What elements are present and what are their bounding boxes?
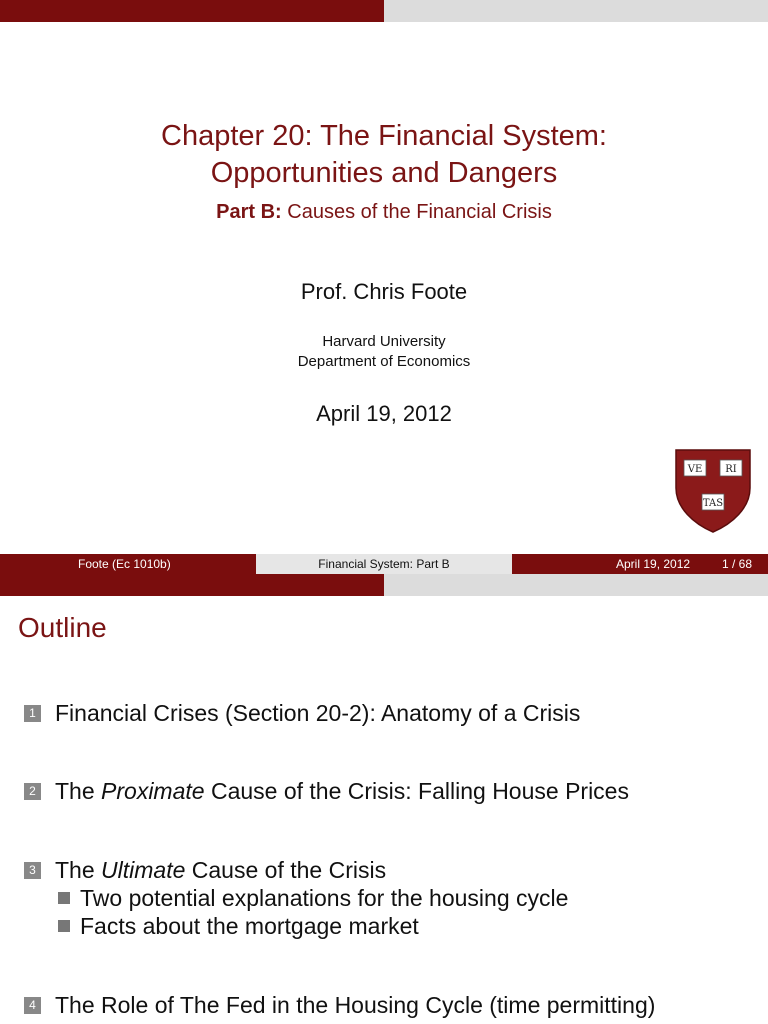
progress-bar [0,574,768,596]
outline-subitem-1 [58,885,568,912]
outline-text: The [55,857,102,883]
outline-text: The Role of The Fed in the Housing Cycle (time permitting) [55,992,656,1018]
footer-left [0,554,256,574]
outline-item-4 [24,992,655,1019]
frame-title: Outline [18,612,107,643]
subitem-text: Facts about the mortgage market [80,913,419,939]
outline-number: 4 [24,997,41,1014]
progress-bar [0,0,768,22]
outline-text: Cause of the Crisis [185,857,387,883]
subitem-text: Two potential explanations for the housing cycle [80,885,569,911]
progress-bar-fill [0,574,384,596]
date: April 19, 2012 [316,401,452,426]
outline-text-emphasis: Proximate [101,778,205,804]
harvard-shield-logo [668,446,758,536]
part-label: Part B: [216,201,282,223]
slide-title [0,118,768,192]
seal-text-ri: RI [725,464,737,475]
slide-title-line1: Chapter 20: The Financial System: [161,120,607,152]
institution: Harvard University [322,333,446,350]
institution-block [0,332,768,372]
page-number: 1 / 68 [722,557,753,571]
author: Prof. Chris Foote [300,279,468,304]
outline-slide [0,574,768,1024]
outline-text: The [55,778,102,804]
outline-item-1 [24,700,580,727]
bullet-square-icon [58,892,70,904]
seal-text-ve: VE [687,464,703,475]
outline-text: Financial Crises (Section 20-2): Anatomy of a Crisis [55,700,581,726]
outline-item-2 [24,778,629,805]
footer-right [512,554,768,574]
seal-text-tas: TAS [702,498,724,509]
footer-date: April 19, 2012 [616,557,691,571]
outline-number: 3 [24,862,41,879]
footer [0,554,768,574]
part-title: Causes of the Financial Crisis [287,201,552,223]
outline-number: 2 [24,783,41,800]
slide-title-line2: Opportunities and Dangers [210,157,558,189]
bullet-square-icon [58,920,70,932]
footer-center [256,554,512,574]
outline-subitem-2 [58,913,419,940]
outline-number: 1 [24,705,41,722]
outline-text-emphasis: Ultimate [101,857,186,883]
footer-short-title: Financial System: Part B [318,557,450,571]
department: Department of Economics [297,353,471,370]
outline-text: Cause of the Crisis: Falling House Prices [204,778,629,804]
footer-author: Foote (Ec 1010b) [78,557,171,571]
outline-item-3 [24,857,386,884]
progress-bar-fill [0,0,384,22]
slide-subtitle [0,201,768,224]
